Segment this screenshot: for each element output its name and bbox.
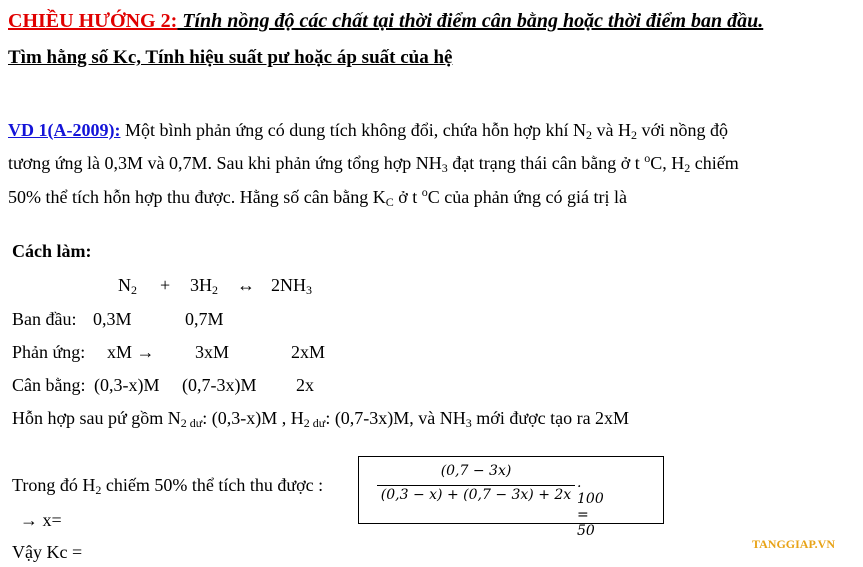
heading-part1: CHIỀU HƯỚNG 2: [8, 10, 178, 32]
section-heading [8, 10, 763, 33]
equation-h2: $3H_2$ [190, 275, 218, 297]
row-initial-h2: 0,7M [185, 309, 224, 329]
fraction-bar [377, 485, 575, 486]
formula-numerator: (0,7 − 3x) [440, 463, 512, 479]
condition-line: Trong đó $H_2$ chiếm 50% thể tích thu được : [12, 475, 324, 497]
row-reaction-h2: 3xM [195, 342, 230, 362]
example-line1: VD 1(A-2009): Một bình phản ứng có dung tích không đổi, chứa hỗn hợp khí $N_2$ và $H_2$ với nồng độ [8, 120, 729, 142]
solution-title: Cách làm: [12, 241, 92, 261]
equation-plus: + [160, 275, 171, 295]
kc-result-line: Vậy Kc = [12, 542, 83, 562]
row-reaction-n2: xM → [107, 342, 155, 362]
watermark-logo: TANGGIAP.VN [752, 537, 836, 551]
row-reaction-label: Phản ứng: [12, 342, 86, 362]
row-initial-label: Ban đầu: [12, 309, 77, 329]
heading-part2: Tính nồng độ các chất tại thời điểm cân bằng hoặc thời điểm ban đầu. [177, 10, 764, 32]
row-equilibrium-nh3: 2x [296, 375, 314, 395]
x-result-line: → x= [20, 510, 62, 530]
formula-tail: . 100 = 50 [577, 475, 604, 539]
row-equilibrium-n2: (0,3-x)M [94, 375, 160, 395]
row-equilibrium-h2: (0,7-3x)M [182, 375, 257, 395]
formula-box [358, 456, 664, 539]
row-reaction-nh3: 2xM [291, 342, 326, 362]
mixture-line: Hỗn hợp sau pứ gồm $N_{2 dư}$: (0,3-x)M , $H_{2 dư}$: (0,7-3x)M, và $NH_3$ mới được tạo ra 2xM [12, 408, 630, 430]
equation-n2: $N_2$ [118, 275, 137, 297]
section-subheading: Tìm hằng số Kc, Tính hiệu suất pư hoặc áp suất của hệ [8, 47, 453, 68]
row-initial-n2: 0,3M [93, 309, 132, 329]
row-equilibrium-label: Cân bằng: [12, 375, 86, 395]
equation-nh3: $2NH_3$ [271, 275, 312, 297]
example-label: VD 1(A-2009): [8, 120, 121, 140]
equation-arrow: ↔ [237, 275, 255, 295]
formula-denominator: (0,3 − x) + (0,7 − 3x) + 2x [380, 487, 572, 503]
example-line3: 50% thể tích hỗn hợp thu được. Hằng số cân bằng $K_C$ ở t $^o$C của phản ứng có giá trị là [8, 185, 627, 209]
example-line2: tương ứng là 0,3M và 0,7M. Sau khi phản ứng tổng hợp $NH_3$ đạt trạng thái cân bằng ở t $^o$C, $H_2$ chiếm [8, 151, 739, 175]
